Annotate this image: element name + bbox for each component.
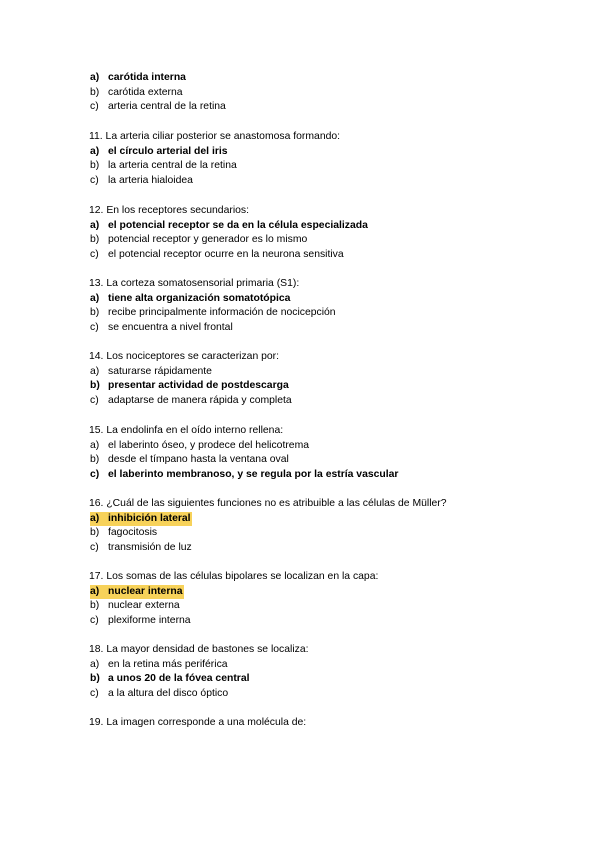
option-b: b) potencial receptor y generador es lo mismo [90, 234, 308, 246]
question-block-11 [89, 130, 340, 188]
question-text: 13. La corteza somatosensorial primaria (S1): [89, 278, 300, 289]
option-c: c) el laberinto membranoso, y se regula por la estría vascular [90, 468, 399, 480]
question-block-13 [89, 277, 336, 335]
option-b: b) a unos 20 de la fóvea central [90, 673, 250, 685]
question-block-15 [89, 424, 398, 482]
question-text: 12. En los receptores secundarios: [89, 205, 249, 216]
option-a: a) carótida interna [90, 72, 186, 83]
option-a: a) tiene alta organización somatotópica [90, 292, 291, 304]
question-text: 11. La arteria ciliar posterior se anastomosa formando: [89, 131, 341, 142]
option-b: b) nuclear externa [90, 600, 180, 612]
option-a [89, 512, 447, 527]
option-c: c) arteria central de la retina [90, 101, 226, 113]
question-text: 19. La imagen corresponde a una molécula de: [89, 717, 307, 728]
question-text: 18. La mayor densidad de bastones se localiza: [89, 644, 309, 655]
question-block-18 [89, 643, 309, 701]
answer-highlight: a) nuclear interna [90, 585, 184, 600]
option-c: c) la arteria hialoidea [90, 174, 193, 186]
option-a: a) el laberinto óseo, y prodece del helicotrema [90, 439, 310, 451]
question-text: 17. Los somas de las células bipolares se localizan en la capa: [89, 571, 379, 582]
option-c: c) adaptarse de manera rápida y completa [90, 394, 292, 406]
option-b: b) carótida externa [90, 86, 183, 98]
option-b: b) desde el tímpano hasta la ventana oval [90, 454, 289, 466]
option-c: c) plexiforme interna [90, 614, 191, 626]
option-c: c) a la altura del disco óptico [90, 687, 229, 699]
question-block-12 [89, 204, 368, 262]
option-a: a) el potencial receptor se da en la célula especializada [90, 219, 368, 231]
question-block-19 [89, 716, 306, 731]
question-block-16 [89, 497, 447, 555]
option-b: b) fagocitosis [90, 527, 158, 539]
option-c: c) el potencial receptor ocurre en la neurona sensitiva [90, 248, 344, 260]
question-block-17 [89, 570, 378, 628]
question-block-10-continued [89, 71, 226, 115]
option-b: b) la arteria central de la retina [90, 160, 237, 172]
question-text: 14. Los nociceptores se caracterizan por: [89, 351, 280, 362]
question-block-14 [89, 350, 292, 408]
question-text: 15. La endolinfa en el oído interno rellena: [89, 425, 284, 436]
answer-highlight: a) inhibición lateral [90, 512, 192, 527]
option-c: c) transmisión de luz [90, 541, 192, 553]
option-a: a) el círculo arterial del iris [90, 145, 228, 157]
option-c: c) se encuentra a nivel frontal [90, 321, 233, 333]
option-a [89, 585, 378, 600]
option-a: a) en la retina más periférica [90, 658, 228, 670]
option-a: a) saturarse rápidamente [90, 365, 212, 377]
option-b: b) recibe principalmente información de nocicepción [90, 307, 336, 319]
question-text: 16. ¿Cuál de las siguientes funciones no es atribuible a las células de Müller? [89, 498, 447, 509]
option-b: b) presentar actividad de postdescarga [90, 380, 289, 392]
